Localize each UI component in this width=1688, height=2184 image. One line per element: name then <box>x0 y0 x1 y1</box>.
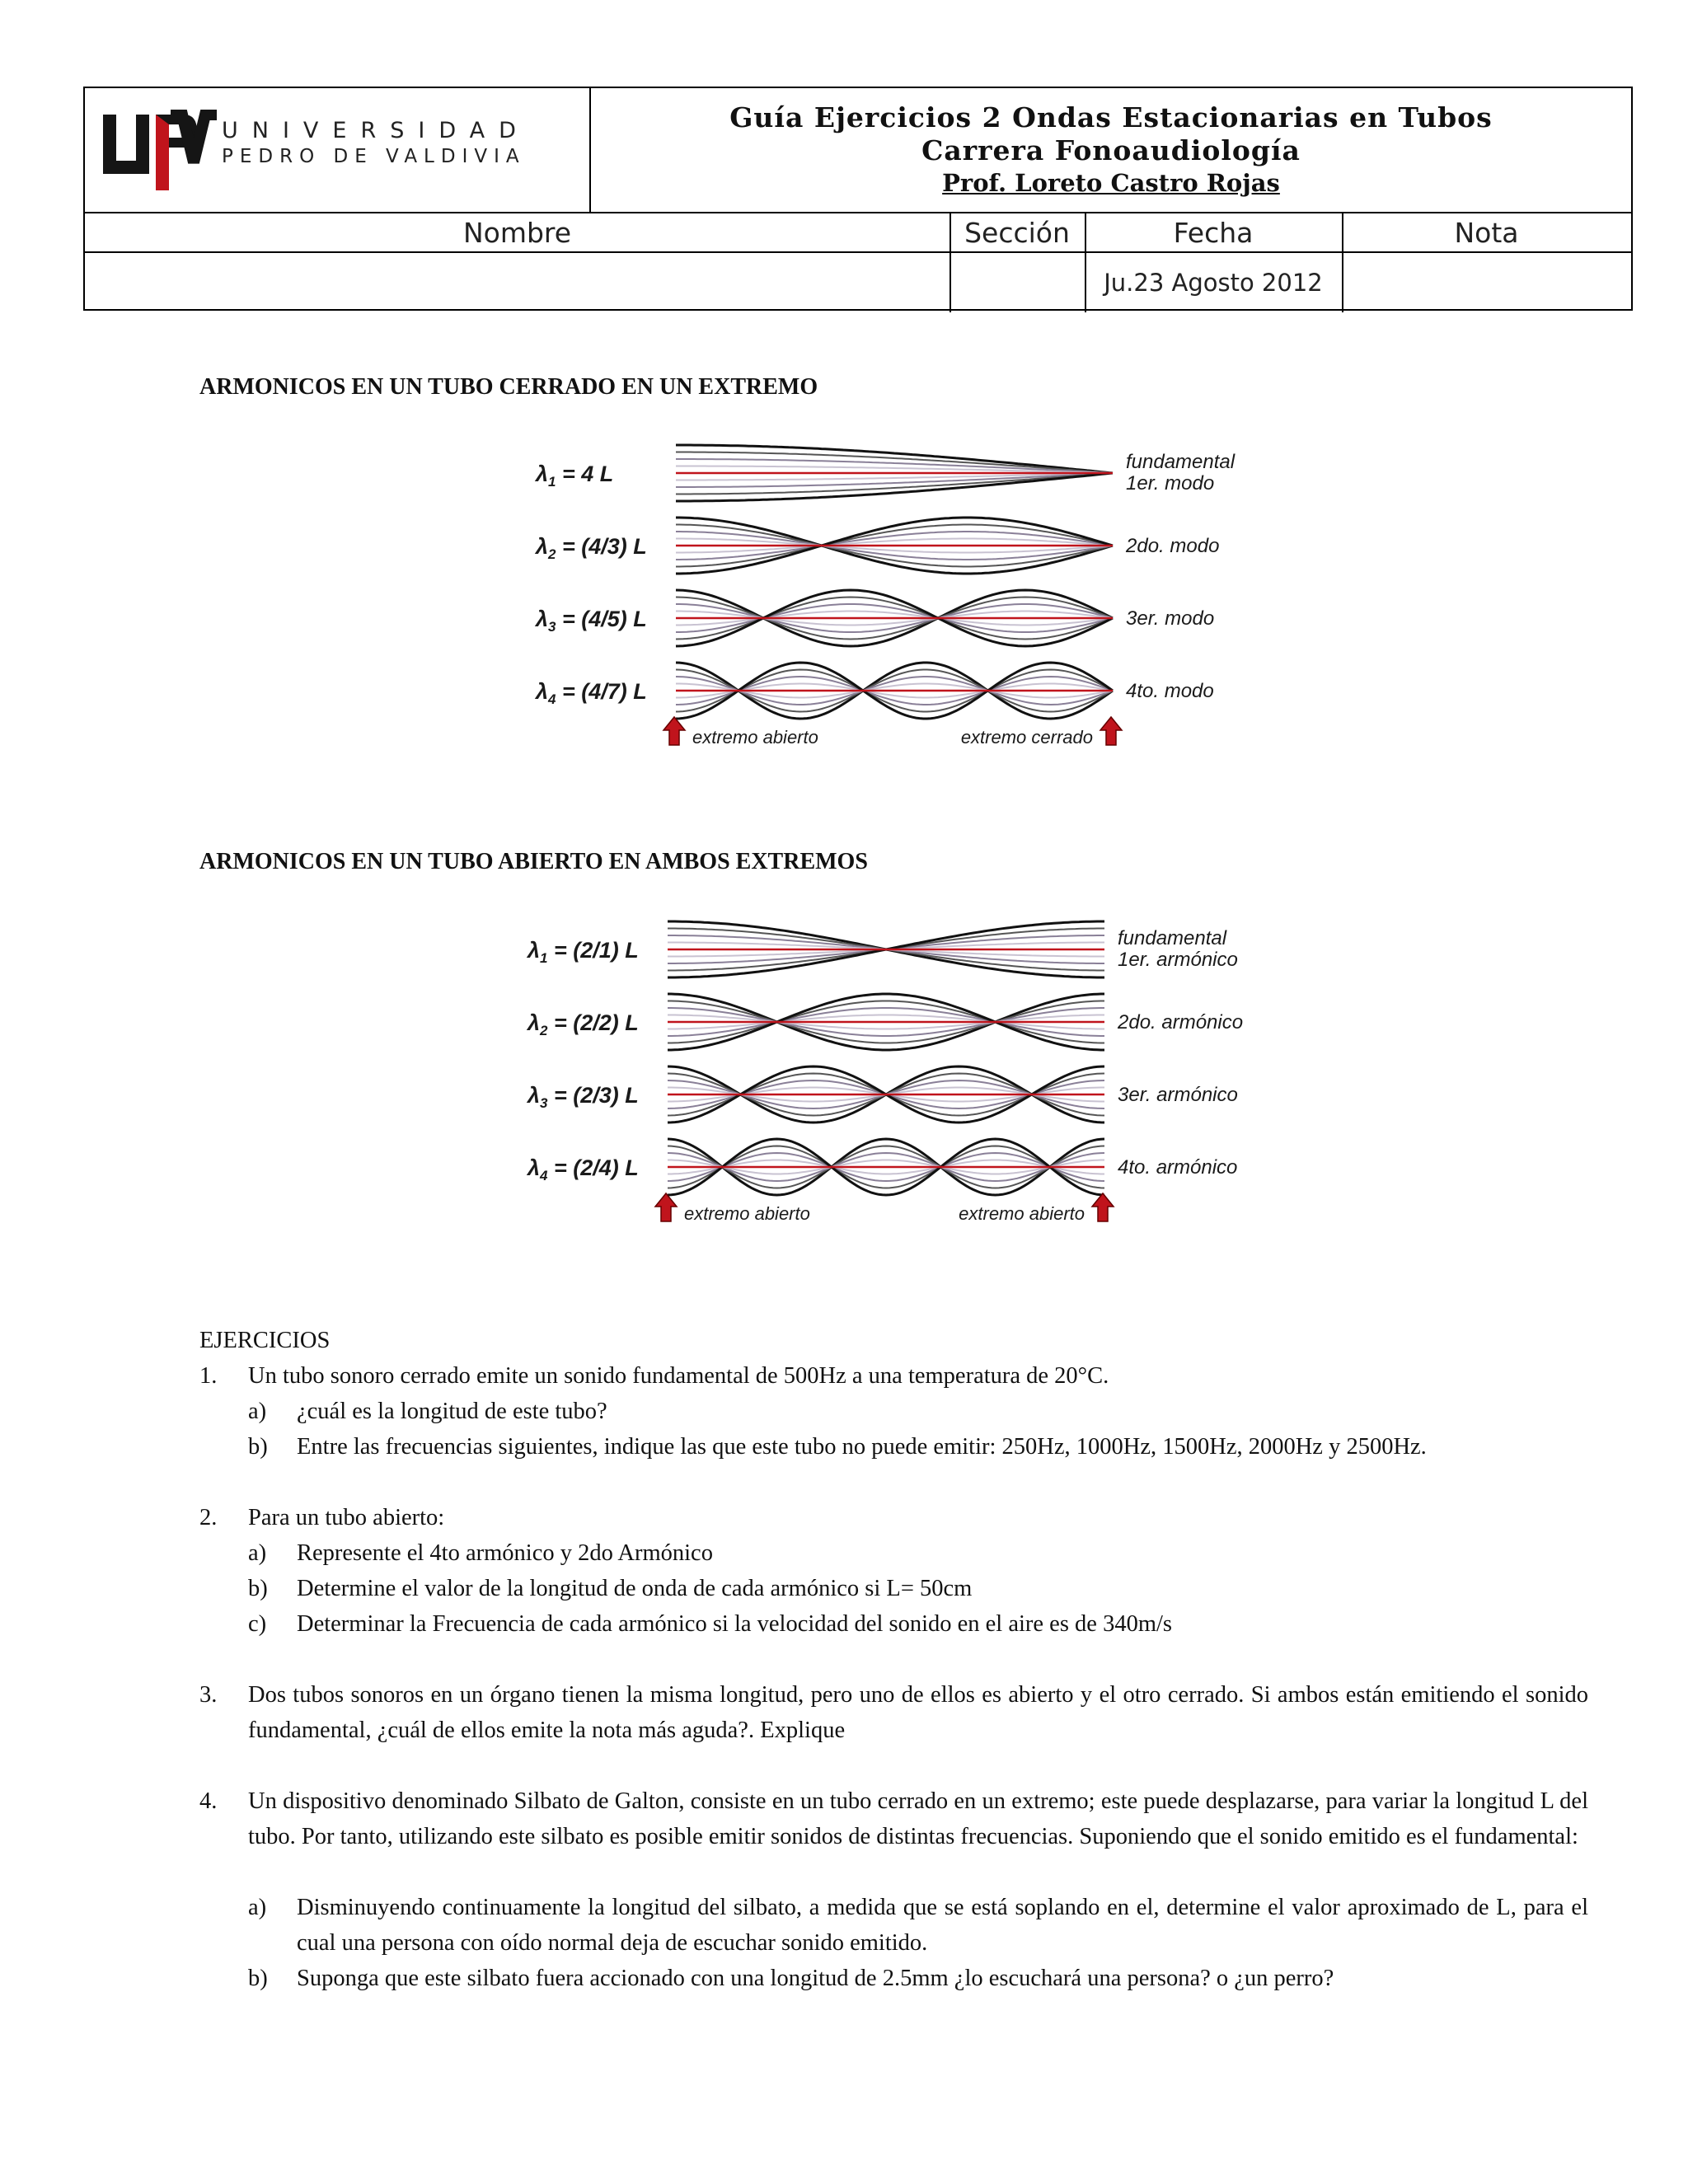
value-nota <box>1342 253 1631 312</box>
right-end-label: extremo cerrado <box>960 727 1093 748</box>
col-nota: Nota <box>1454 217 1519 249</box>
open-tube-harmonics-diagram <box>511 913 1269 1276</box>
col-seccion: Sección <box>964 217 1070 249</box>
exercise-3 <box>199 1677 1588 1748</box>
exercises-section <box>199 1323 1588 1996</box>
exercise-3-text: Dos tubos sonoros en un órgano tienen la misma longitud, pero uno de ellos es abierto y el otro cerrado. Si ambos están emitiendo el sonido fundamental, ¿cuál de ellos emite la nota más aguda?. Explique <box>248 1682 1588 1743</box>
mode-label: 3er. modo <box>1126 607 1215 630</box>
left-end-label: extremo abierto <box>684 1203 810 1224</box>
exercise-4b: b) Suponga que este silbato fuera accionado con una longitud de 2.5mm ¿lo escuchará una persona? o ¿un perro? <box>248 1966 1334 1991</box>
exercise-1a: a) ¿cuál es la longitud de este tubo? <box>248 1399 607 1424</box>
logo-line1: UNIVERSIDAD <box>222 118 530 143</box>
lambda-label: $\lambda_2 = (2/2)$ L <box>528 1010 639 1038</box>
section1-heading: ARMONICOS EN UN TUBO CERRADO EN UN EXTREMO <box>199 374 818 400</box>
exercise-2c-text: Determinar la Frecuencia de cada armónico si la velocidad del sonido en el aire es de 340m/s <box>297 1611 1173 1637</box>
col-nombre: Nombre <box>462 217 572 249</box>
exercise-2a-text: Represente el 4to armónico y 2do Armónico <box>297 1540 713 1566</box>
section2-heading: ARMONICOS EN UN TUBO ABIERTO EN AMBOS EXTREMOS <box>199 849 868 874</box>
col-fecha: Fecha <box>1173 217 1254 249</box>
right-end-label: extremo abierto <box>959 1203 1085 1224</box>
lambda-label: $\lambda_2 = (4/3)$ L <box>536 534 647 562</box>
lambda-label: $\lambda_4 = (4/7)$ L <box>536 679 647 707</box>
header-values-row <box>85 253 1631 312</box>
mode-label: 1er. modo <box>1126 472 1215 494</box>
career-title: Carrera Fonoaudiología <box>921 134 1301 166</box>
mode-label: 1er. armónico <box>1118 949 1238 971</box>
exercise-2c: c) Determinar la Frecuencia de cada armónico si la velocidad del sonido en el aire es de 340m/s <box>248 1611 1173 1637</box>
header-columns-row <box>85 212 1631 253</box>
closed-tube-harmonics-diagram <box>519 437 1278 783</box>
exercise-2 <box>199 1500 1588 1535</box>
logo-cell <box>85 88 591 212</box>
mode-label: 4to. armónico <box>1118 1156 1238 1179</box>
exercise-1-number: 1. <box>199 1363 218 1389</box>
lambda-label: $\lambda_3 = (2/3)$ L <box>528 1083 639 1111</box>
exercise-4a-text: Disminuyendo continuamente la longitud del silbato, a medida que se está soplando en el, determine el valor aproximado de L, para el cual una persona con oído normal deja de escuchar sonido emitido. <box>297 1895 1588 1956</box>
exercise-1a-text: ¿cuál es la longitud de este tubo? <box>297 1399 607 1424</box>
lambda-label: $\lambda_1 = (2/1)$ L <box>528 938 639 966</box>
exercise-1b: b) Entre las frecuencias siguientes, indique las que este tubo no puede emitir: 250Hz, 1000Hz, 1500Hz, 2000Hz y 2500Hz. <box>248 1434 1427 1460</box>
exercise-4a: a) Disminuyendo continuamente la longitud del silbato, a medida que se está soplando en el, determine el valor aproximado de L, para el cual una persona con oído normal deja de escuchar sonido emitido. <box>248 1895 1588 1956</box>
guide-title: Guía Ejercicios 2 Ondas Estacionarias en Tubos <box>729 101 1493 134</box>
exercise-2b: b) Determine el valor de la longitud de onda de cada armónico si L= 50cm <box>248 1576 973 1601</box>
value-seccion <box>950 253 1085 312</box>
exercise-2b-text: Determine el valor de la longitud de onda de cada armónico si L= 50cm <box>297 1576 973 1601</box>
exercise-1b-text: Entre las frecuencias siguientes, indique las que este tubo no puede emitir: 250Hz, 1000Hz, 1500Hz, 2000Hz y 2500Hz. <box>297 1434 1427 1460</box>
title-cell <box>591 88 1631 212</box>
value-fecha: Ju.23 Agosto 2012 <box>1104 269 1323 297</box>
left-end-label: extremo abierto <box>692 727 818 748</box>
upv-logo-icon <box>101 110 217 192</box>
end-arrow-icon <box>655 1193 677 1221</box>
exercise-4-text: Un dispositivo denominado Silbato de Galton, consiste en un tubo cerrado en un extremo; este puede desplazarse, para variar la longitud L del tubo. Por tanto, utilizando este silbato es posible emitir sonidos de distintas frecuencias. Suponiendo que el sonido emitido es el fundamental: <box>248 1788 1588 1849</box>
mode-label: 2do. armónico <box>1118 1011 1244 1033</box>
mode-label: 4to. modo <box>1126 680 1214 702</box>
mode-label: fundamental <box>1126 451 1236 473</box>
exercise-2-number: 2. <box>199 1505 218 1530</box>
exercise-3-number: 3. <box>199 1682 218 1708</box>
end-arrow-icon <box>1092 1193 1114 1221</box>
logo-line2: PEDRO DE VALDIVIA <box>222 146 526 167</box>
exercise-2a: a) Represente el 4to armónico y 2do Armónico <box>248 1540 713 1566</box>
mode-label: fundamental <box>1118 927 1227 949</box>
mode-label: 3er. armónico <box>1118 1084 1238 1106</box>
header-table <box>83 87 1633 311</box>
lambda-label: $\lambda_1 = 4$ L <box>536 462 614 490</box>
exercises-title: EJERCICIOS <box>199 1328 331 1353</box>
exercise-4-number: 4. <box>199 1788 218 1814</box>
exercise-4 <box>199 1783 1588 1854</box>
exercise-1-text: Un tubo sonoro cerrado emite un sonido fundamental de 500Hz a una temperatura de 20°C. <box>248 1363 1109 1389</box>
end-arrow-icon <box>663 717 685 745</box>
lambda-label: $\lambda_3 = (4/5)$ L <box>536 607 647 635</box>
mode-label: 2do. modo <box>1126 535 1220 557</box>
value-nombre <box>85 253 950 312</box>
exercise-2-text: Para un tubo abierto: <box>248 1505 445 1530</box>
professor-name: Prof. Loreto Castro Rojas <box>942 169 1280 197</box>
lambda-label: $\lambda_4 = (2/4)$ L <box>528 1155 639 1183</box>
end-arrow-icon <box>1100 717 1122 745</box>
exercise-1 <box>199 1358 1588 1394</box>
exercise-4b-text: Suponga que este silbato fuera accionado con una longitud de 2.5mm ¿lo escuchará una persona? o ¿un perro? <box>297 1966 1334 1991</box>
